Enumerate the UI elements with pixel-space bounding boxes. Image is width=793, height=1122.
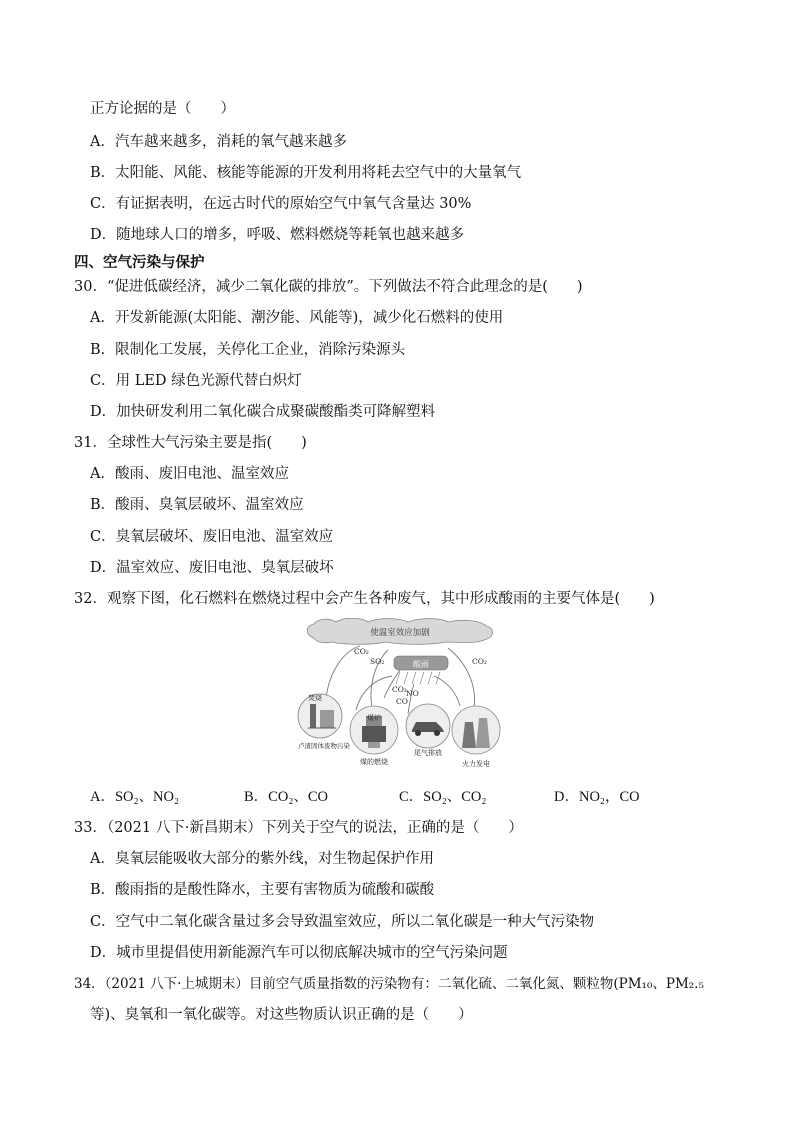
source-label-incineration: 焚烧	[308, 694, 322, 702]
q31-option-c: C．臭氧层破坏、废旧电池、温室效应	[90, 529, 334, 545]
section-heading: 四、空气污染与保护	[74, 255, 205, 271]
pollution-diagram	[296, 618, 506, 776]
gas-label-co: CO	[396, 697, 408, 706]
q31-stem: 31．全球性大气污染主要是指( )	[74, 435, 307, 451]
acid-rain-label: 酸雨	[413, 660, 429, 669]
source-label-power-plant: 火力发电	[462, 760, 490, 768]
q32-stem: 32．观察下图，化石燃料在燃烧过程中会产生各种废气，其中形成酸雨的主要气体是( )	[74, 591, 655, 607]
q30-option-b: B．限制化工发展，关停化工企业，消除污染源头	[90, 342, 406, 358]
q31-option-d: D．温室效应、废旧电池、臭氧层破坏	[90, 560, 334, 576]
source-label-coal-stove: 煤炉	[367, 714, 381, 722]
q32-option-d: D．NO₂，CO	[554, 789, 640, 805]
q32-option-a: A．SO₂、NO₂	[90, 789, 180, 805]
source-label-solid-waste: 卢渣固体废物污染	[298, 742, 350, 750]
gas-label-co2-2: CO₂	[392, 685, 407, 694]
cloud-label: 使温室效应加剧	[370, 628, 430, 638]
q33-option-c: C．空气中二氧化碳含量过多会导致温室效应，所以二氧化碳是一种大气污染物	[90, 914, 595, 930]
q29-option-d: D．随地球人口的增多，呼吸、燃料燃烧等耗氧也越来越多	[90, 227, 465, 243]
q29-stem-continuation: 正方论据的是（ ）	[90, 101, 235, 117]
q30-option-d: D．加快研发利用二氧化碳合成聚碳酸酯类可降解塑料	[90, 404, 436, 420]
q30-stem: 30．“促进低碳经济，减少二氧化碳的排放”。下列做法不符合此理念的是( )	[74, 279, 583, 295]
gas-label-co2-1: CO₂	[354, 647, 369, 656]
car-exhaust-icon	[406, 704, 450, 748]
gas-label-no: NO	[406, 689, 419, 698]
q32-option-c: C．SO₂、CO₂	[399, 789, 487, 805]
gas-label-co2-3: CO₂	[472, 657, 487, 666]
q33-option-a: A．臭氧层能吸收大部分的紫外线，对生物起保护作用	[90, 851, 434, 867]
q30-option-c: C．用 LED 绿色光源代替白炽灯	[90, 373, 302, 389]
q29-option-c: C．有证据表明，在远古时代的原始空气中氧气含量达 30%	[90, 196, 472, 212]
q33-option-d: D．城市里提倡使用新能源汽车可以彻底解决城市的空气污染问题	[90, 945, 508, 961]
q34-stem: 34．（2021 八下·上城期末）目前空气质量指数的污染物有：二氧化硫、二氧化氮、颗粒物(PM₁₀、PM₂.₅	[74, 976, 704, 992]
q30-option-a: A．开发新能源(太阳能、潮汐能、风能等)，减少化石燃料的使用	[90, 310, 504, 326]
gas-label-so2: SO₂	[370, 657, 385, 666]
q31-option-b: B．酸雨、臭氧层破坏、温室效应	[90, 497, 304, 513]
q34-stem-continuation: 等)、臭氧和一氧化碳等。对这些物质认识正确的是（ ）	[90, 1007, 473, 1023]
q33-stem: 33．（2021 八下·新昌期末）下列关于空气的说法，正确的是（ ）	[74, 820, 523, 836]
q29-option-a: A．汽车越来越多，消耗的氧气越来越多	[90, 134, 347, 150]
q29-option-b: B．太阳能、风能、核能等能源的开发利用将耗去空气中的大量氧气	[90, 165, 522, 181]
source-label-coal-burning: 煤的燃烧	[360, 758, 388, 766]
q31-option-a: A．酸雨、废旧电池、温室效应	[90, 466, 289, 482]
q33-option-b: B．酸雨指的是酸性降水，主要有害物质为硫酸和碳酸	[90, 882, 435, 898]
q32-option-b: B．CO₂、CO	[244, 789, 329, 805]
source-label-exhaust: 尾气排放	[414, 749, 442, 757]
power-plant-icon	[452, 706, 500, 754]
